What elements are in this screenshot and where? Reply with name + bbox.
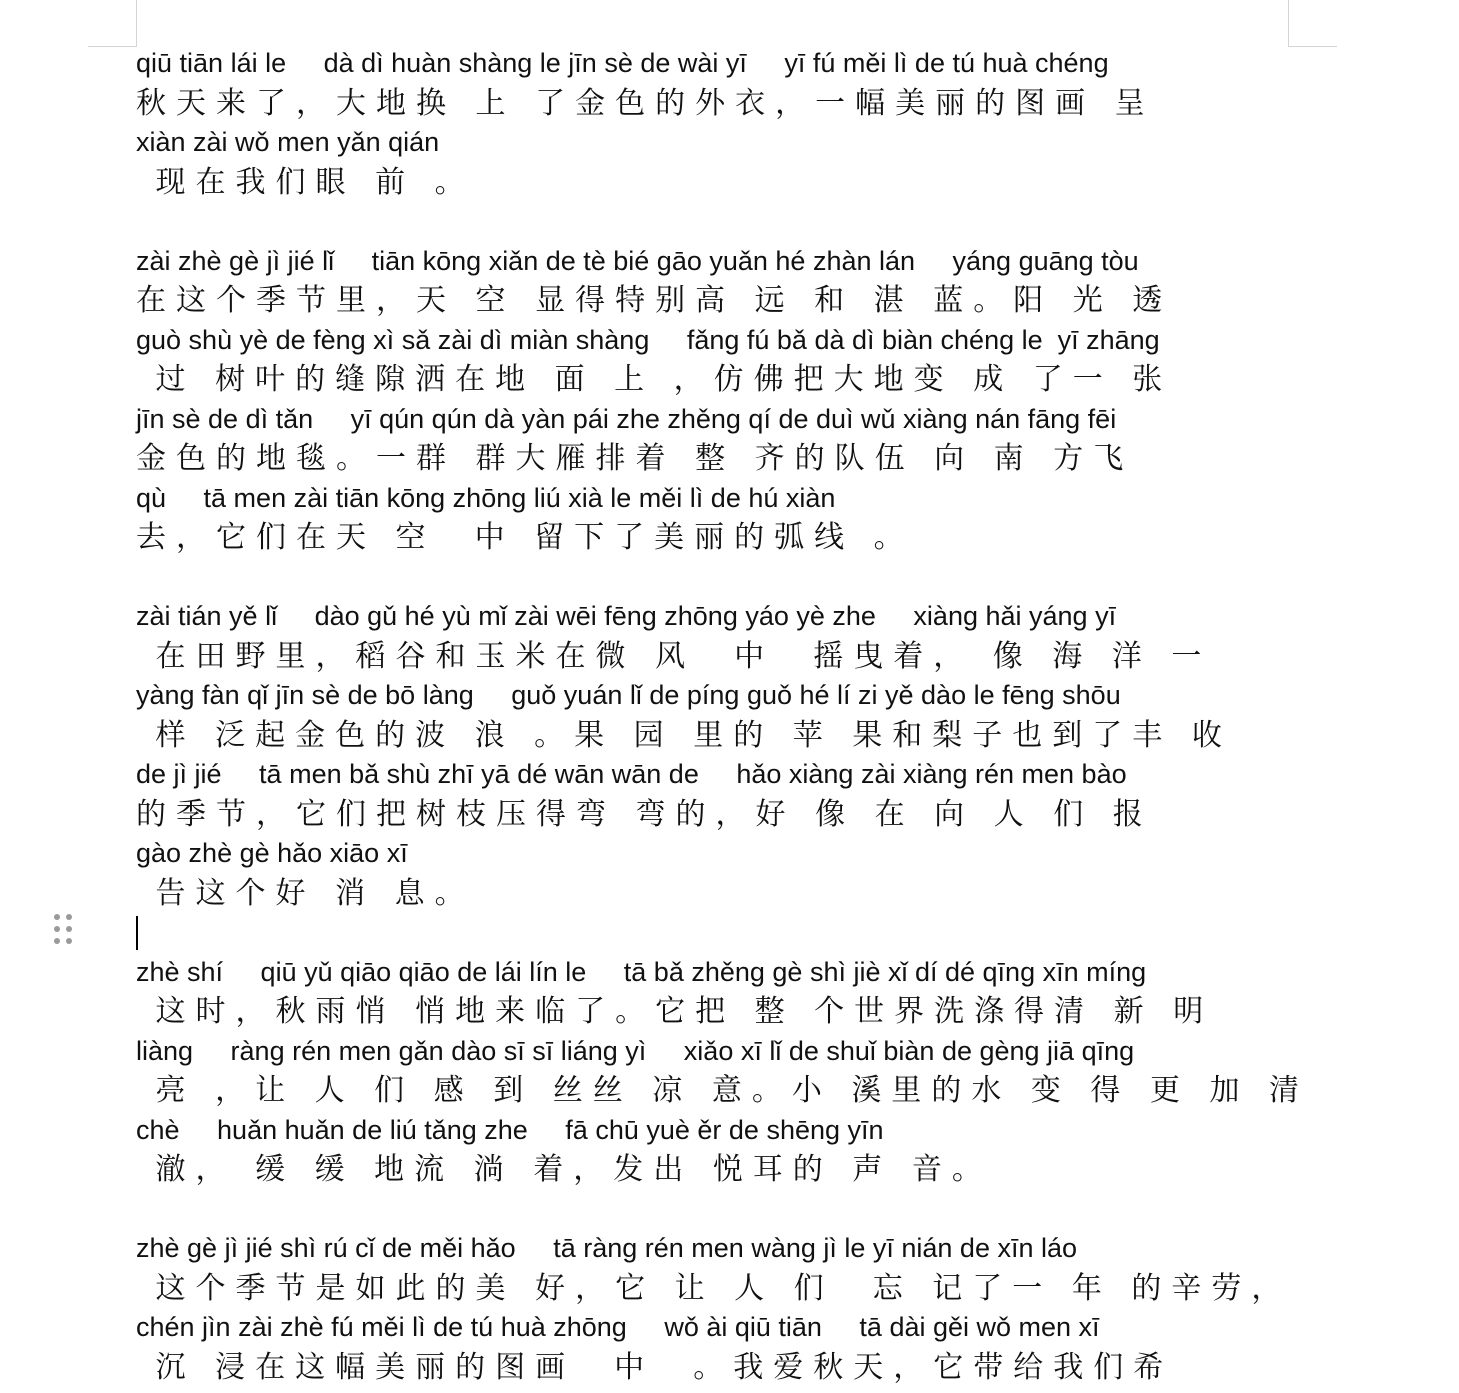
hanzi-line: 现在我们眼 前 。: [136, 164, 475, 200]
pinyin-line: zhè shí qiū yǔ qiāo qiāo de lái lín le tā bǎ zhěng gè shì jiè xǐ dí dé qīng xīn míng: [136, 956, 1147, 987]
blank-line: [136, 558, 1306, 598]
pinyin-line: guò shù yè de fèng xì sǎ zài dì miàn shàng fǎng fú bǎ dà dì biàn chéng le yī zhāng: [136, 324, 1160, 355]
document-body[interactable]: [136, 44, 1310, 1387]
hanzi-line: 告这个好 消 息。: [136, 875, 475, 911]
pinyin-line: xiàn zài wǒ men yǎn qián: [136, 127, 440, 157]
hanzi-line: 这个季节是如此的美 好，它 让 人 们 忘 记了一 年 的辛劳，: [136, 1270, 1292, 1306]
hanzi-line: 样 泛起金色的波 浪 。果 园 里的 苹 果和梨子也到了丰 收: [136, 717, 1232, 753]
pinyin-line: chè huǎn huǎn de liú tǎng zhe fā chū yuè ěr de shēng yīn: [136, 1114, 884, 1145]
pinyin-line: qiū tiān lái le dà dì huàn shàng le jīn sè de wài yī yī fú měi lì de tú huà chéng: [136, 48, 1109, 78]
blank-line: [136, 202, 1306, 242]
hanzi-line: 秋天来了，大地换 上 了金色的外衣，一幅美丽的图画 呈: [136, 85, 1155, 121]
pinyin-line: gào zhè gè hǎo xiāo xī: [136, 838, 408, 868]
hanzi-line: 这时，秋雨悄 悄地来临了。它把 整 个世界洗涤得清 新 明: [136, 994, 1214, 1029]
hanzi-line: 过 树叶的缝隙洒在地 面 上 ，仿佛把大地变 成 了一 张: [136, 362, 1173, 397]
page-margin-corner-right: [1288, 0, 1337, 47]
hanzi-line: 去，它们在天 空 中 留下了美丽的弧线 。: [136, 520, 914, 555]
blank-line: [136, 1190, 1306, 1230]
text-caret: [136, 916, 138, 950]
drag-handle-icon[interactable]: [54, 914, 76, 948]
pinyin-line: zài tián yě lǐ dào gǔ hé yù mǐ zài wēi fēng zhōng yáo yè zhe xiàng hǎi yáng yī: [136, 601, 1117, 631]
hanzi-line: 金色的地毯。一群 群大雁排着 整 齐的队伍 向 南 方飞: [136, 441, 1134, 476]
hanzi-line: 澈， 缓 缓 地流 淌 着，发出 悦耳的 声 音。: [136, 1152, 992, 1187]
hanzi-line: 沉 浸在这幅美丽的图画 中 。我爱秋天，它带给我们希: [136, 1349, 1174, 1385]
pinyin-line: de jì jié tā men bǎ shù zhī yā dé wān wān de hǎo xiàng zài xiàng rén men bào: [136, 759, 1127, 789]
pinyin-line: jīn sè de dì tǎn yī qún qún dà yàn pái zhe zhěng qí de duì wǔ xiàng nán fāng fēi: [136, 403, 1117, 434]
cursor-line[interactable]: [136, 913, 1306, 953]
pinyin-line: liàng ràng rén men gǎn dào sī sī liáng yì xiǎo xī lǐ de shuǐ biàn de gèng jiā qīng: [136, 1035, 1135, 1066]
pinyin-line: zài zhè gè jì jié lǐ tiān kōng xiǎn de tè bié gāo yuǎn hé zhàn lán yáng guāng tòu: [136, 245, 1139, 276]
page-margin-corner-left: [88, 0, 137, 47]
pinyin-line: qù tā men zài tiān kōng zhōng liú xià le měi lì de hú xiàn: [136, 482, 836, 513]
hanzi-line: 亮 ，让 人 们 感 到 丝丝 凉 意。小 溪里的水 变 得 更 加 清: [136, 1073, 1310, 1108]
pinyin-line: yàng fàn qǐ jīn sè de bō làng guǒ yuán lǐ de píng guǒ hé lí zi yě dào le fēng shōu: [136, 680, 1121, 710]
hanzi-line: 在田野里，稻谷和玉米在微 风 中 摇曳着， 像 海 洋 一: [136, 638, 1212, 674]
pinyin-line: chén jìn zài zhè fú měi lì de tú huà zhōng wǒ ài qiū tiān tā dài gěi wǒ men xī: [136, 1312, 1100, 1342]
hanzi-line: 的季节，它们把树枝压得弯 弯的，好 像 在 向 人 们 报: [136, 796, 1153, 832]
hanzi-line: 在这个季节里，天 空 显得特别高 远 和 湛 蓝。阳 光 透: [136, 283, 1173, 318]
pinyin-line: zhè gè jì jié shì rú cǐ de měi hǎo tā ràng rén men wàng jì le yī nián de xīn láo: [136, 1233, 1078, 1263]
